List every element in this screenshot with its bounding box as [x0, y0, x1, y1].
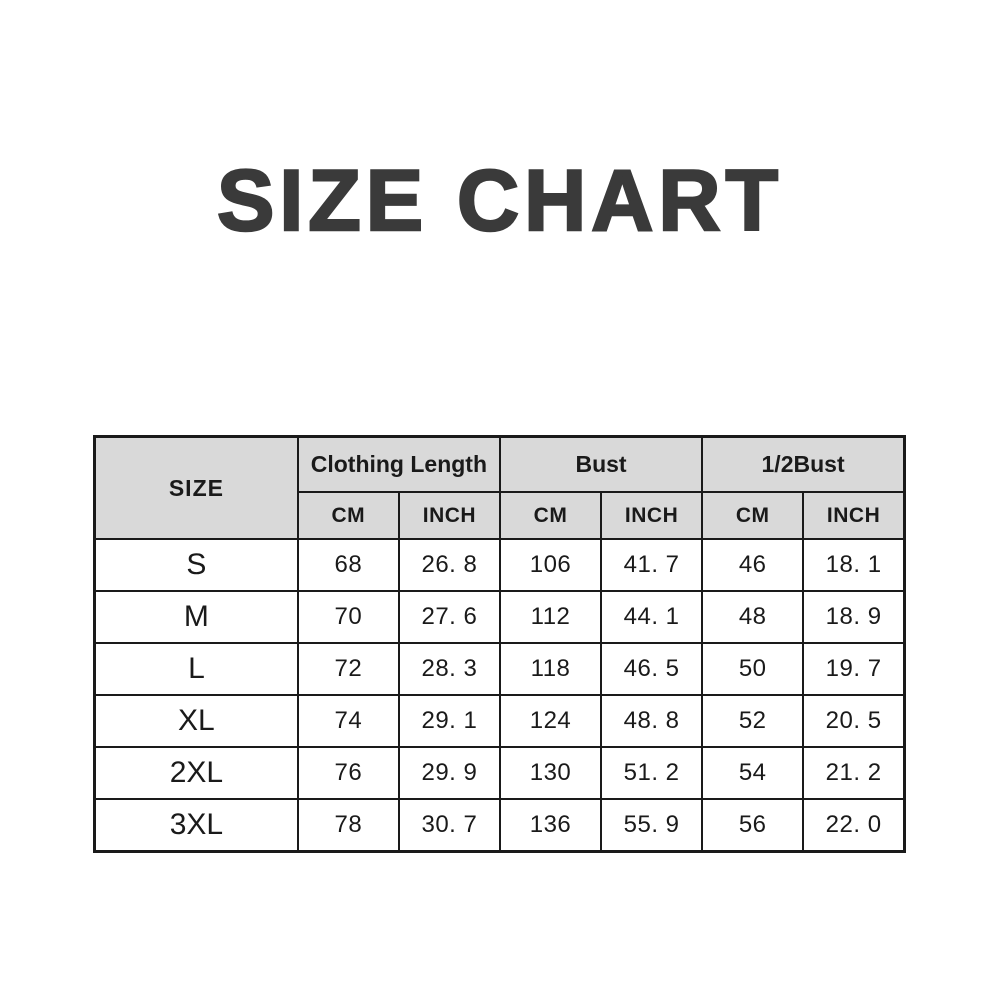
header-clothing-length-cm: CM [298, 492, 399, 539]
header-bust-cm: CM [500, 492, 601, 539]
clothing-length-cm-value: 74 [298, 695, 399, 747]
half-bust-cm-value: 48 [702, 591, 803, 643]
table-row-m [95, 591, 905, 643]
size-label: XL [95, 695, 298, 747]
bust-inch-value: 44. 1 [601, 591, 702, 643]
table-row-2xl [95, 747, 905, 799]
clothing-length-cm-value: 76 [298, 747, 399, 799]
bust-cm-value: 106 [500, 539, 601, 591]
header-bust: Bust [500, 437, 702, 493]
clothing-length-inch-value: 29. 1 [399, 695, 500, 747]
clothing-length-cm-value: 70 [298, 591, 399, 643]
half-bust-cm-value: 56 [702, 799, 803, 852]
bust-inch-value: 51. 2 [601, 747, 702, 799]
clothing-length-cm-value: 78 [298, 799, 399, 852]
clothing-length-inch-value: 27. 6 [399, 591, 500, 643]
clothing-length-inch-value: 30. 7 [399, 799, 500, 852]
page-title: SIZE CHART [217, 153, 783, 249]
table-header-group-row [95, 437, 905, 493]
size-chart-table [93, 435, 906, 853]
clothing-length-inch-value: 28. 3 [399, 643, 500, 695]
table-row-3xl [95, 799, 905, 852]
bust-inch-value: 55. 9 [601, 799, 702, 852]
clothing-length-cm-value: 68 [298, 539, 399, 591]
bust-cm-value: 112 [500, 591, 601, 643]
clothing-length-cm-value: 72 [298, 643, 399, 695]
half-bust-inch-value: 19. 7 [803, 643, 904, 695]
header-half-bust-inch: INCH [803, 492, 904, 539]
size-label: L [95, 643, 298, 695]
bust-inch-value: 46. 5 [601, 643, 702, 695]
half-bust-cm-value: 46 [702, 539, 803, 591]
half-bust-inch-value: 20. 5 [803, 695, 904, 747]
header-half-bust: 1/2Bust [702, 437, 904, 493]
clothing-length-inch-value: 26. 8 [399, 539, 500, 591]
half-bust-inch-value: 18. 9 [803, 591, 904, 643]
table-row-s [95, 539, 905, 591]
table-row-xl [95, 695, 905, 747]
size-label: S [95, 539, 298, 591]
header-half-bust-cm: CM [702, 492, 803, 539]
header-bust-inch: INCH [601, 492, 702, 539]
half-bust-inch-value: 21. 2 [803, 747, 904, 799]
half-bust-cm-value: 54 [702, 747, 803, 799]
header-size: SIZE [95, 437, 298, 540]
half-bust-inch-value: 22. 0 [803, 799, 904, 852]
bust-cm-value: 130 [500, 747, 601, 799]
half-bust-cm-value: 52 [702, 695, 803, 747]
size-label: 2XL [95, 747, 298, 799]
bust-cm-value: 118 [500, 643, 601, 695]
size-label: M [95, 591, 298, 643]
bust-cm-value: 124 [500, 695, 601, 747]
bust-inch-value: 48. 8 [601, 695, 702, 747]
clothing-length-inch-value: 29. 9 [399, 747, 500, 799]
half-bust-cm-value: 50 [702, 643, 803, 695]
bust-inch-value: 41. 7 [601, 539, 702, 591]
bust-cm-value: 136 [500, 799, 601, 852]
size-label: 3XL [95, 799, 298, 852]
half-bust-inch-value: 18. 1 [803, 539, 904, 591]
table-row-l [95, 643, 905, 695]
header-clothing-length-inch: INCH [399, 492, 500, 539]
header-clothing-length: Clothing Length [298, 437, 500, 493]
